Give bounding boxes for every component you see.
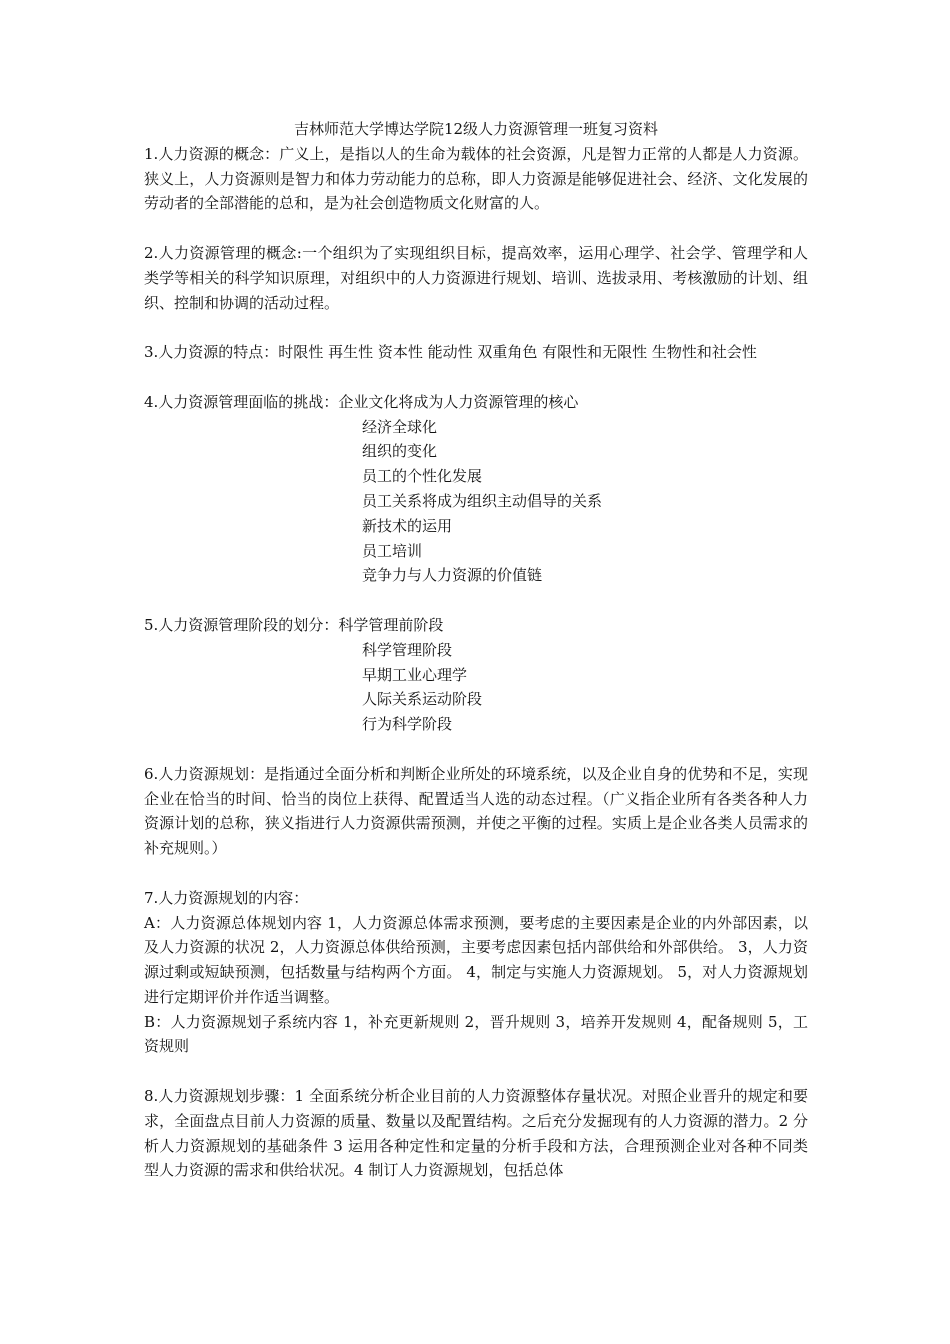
spacer xyxy=(144,588,808,613)
paragraph-7-part-b: B：人力资源规划子系统内容 1，补充更新规则 2，晋升规则 3，培养开发规则 4，配备规则 5，工资规则 xyxy=(144,1012,808,1056)
list-item: 组织的变化 xyxy=(362,442,438,461)
section-5-stages xyxy=(144,613,808,737)
spacer xyxy=(144,1059,808,1084)
paragraph-8-planning-steps: 8.人力资源规划步骤：1 全面系统分析企业目前的人力资源整体存量状况。对照企业晋升的规定和要求，全面盘点目前人力资源的质量、数量以及配置结构。之后充分发掘现有的人力资源的潜力。2 分析人力资源规划的基础条件 3 运用各种定性和定量的分析手段和方法，合理预测企业对各种不同类型人力资源的需求和供给状况。4 制订人力资源规划，包括总体 xyxy=(144,1087,808,1180)
list-item: 新技术的运用 xyxy=(362,516,453,535)
list-item: 竞争力与人力资源的价值链 xyxy=(362,566,543,585)
paragraph-2-hrm-concept: 2.人力资源管理的概念:一个组织为了实现组织目标，提高效率，运用心理学、社会学、管理学和人类学等相关的科学知识原理，对组织中的人力资源进行规划、培训、选拔录用、考核激励的计划、组织、控制和协调的活动过程。 xyxy=(144,243,808,312)
section-5-list xyxy=(144,638,808,737)
section-4-challenges xyxy=(144,390,808,588)
section-5-heading: 5.人力资源管理阶段的划分：科学管理前阶段 xyxy=(144,615,444,634)
spacer xyxy=(144,737,808,762)
document-page xyxy=(144,117,808,1183)
list-item: 员工的个性化发展 xyxy=(362,467,483,486)
list-item: 经济全球化 xyxy=(362,417,438,436)
paragraph-6-hr-planning: 6.人力资源规划：是指通过全面分析和判断企业所处的环境系统，以及企业自身的优势和不足，实现企业在恰当的时间、恰当的岗位上获得、配置适当人选的动态过程。（广义指企业所有各类各种人力资源计划的总称，狭义指进行人力资源供需预测，并使之平衡的过程。实质上是企业各类人员需求的补充规则。） xyxy=(144,764,808,858)
spacer xyxy=(144,216,808,241)
section-4-list xyxy=(144,415,808,589)
paragraph-7-part-a: A：人力资源总体规划内容 1，人力资源总体需求预测，要考虑的主要因素是企业的内外部因素，以及人力资源的状况 2，人力资源总体供给预测，主要考虑因素包括内部供给和外部供给。 3，人力资源过剩或短缺预测，包括数量与结构两个方面。 4，制定与实施人力资源规划。 5，对人力资源规划进行定期评价并作适当调整。 xyxy=(144,913,808,1006)
spacer xyxy=(144,315,808,340)
list-item: 员工培训 xyxy=(362,541,423,560)
list-item: 早期工业心理学 xyxy=(362,665,468,684)
list-item: 科学管理阶段 xyxy=(362,640,453,659)
document-title: 吉林师范大学博达学院12级人力资源管理一班复习资料 xyxy=(293,120,659,138)
paragraph-3-hr-features: 3.人力资源的特点：时限性 再生性 资本性 能动性 双重角色 有限性和无限性 生物性和社会性 xyxy=(144,343,757,362)
list-item: 行为科学阶段 xyxy=(362,715,453,734)
paragraph-1-hr-concept: 1.人力资源的概念：广义上，是指以人的生命为载体的社会资源，凡是智力正常的人都是人力资源。狭义上，人力资源则是智力和体力劳动能力的总称，即人力资源是能够促进社会、经济、文化发展的劳动者的全部潜能的总和，是为社会创造物质文化财富的人。 xyxy=(144,144,808,213)
section-4-heading: 4.人力资源管理面临的挑战：企业文化将成为人力资源管理的核心 xyxy=(144,392,579,411)
spacer xyxy=(144,861,808,886)
list-item: 人际关系运动阶段 xyxy=(362,690,483,709)
spacer xyxy=(144,365,808,390)
paragraph-7-heading: 7.人力资源规划的内容： xyxy=(144,888,309,907)
list-item: 员工关系将成为组织主动倡导的关系 xyxy=(362,491,603,510)
